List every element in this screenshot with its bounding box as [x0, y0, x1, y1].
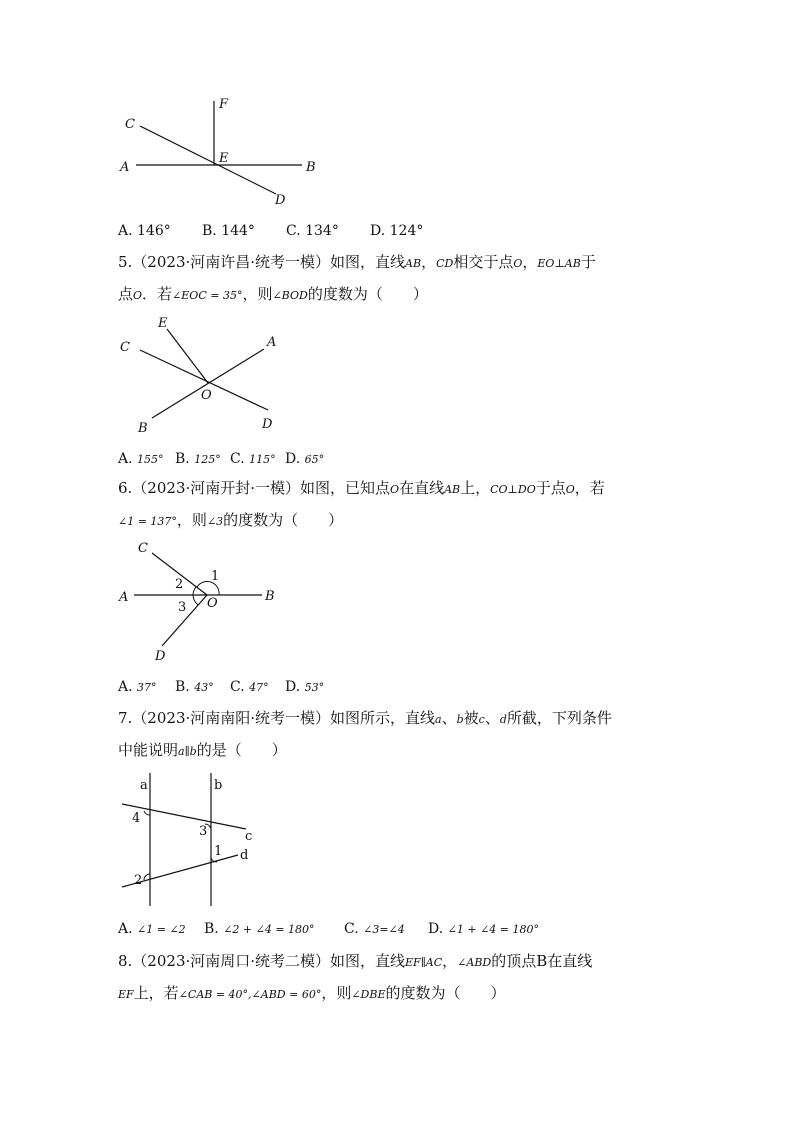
option-value: ∠2 + ∠4 = 180°	[223, 923, 315, 936]
q5-text: 相交于点	[453, 253, 514, 271]
q8-math: EF	[118, 988, 134, 1001]
label-1: 1	[211, 569, 220, 584]
q8-text: ，则	[321, 984, 352, 1002]
q5-text: ，	[522, 253, 538, 271]
q7-text: 中能说明	[118, 741, 179, 759]
q7-option-d[interactable]	[428, 920, 539, 939]
option-letter: D.	[428, 921, 444, 937]
q6-text: 上，	[460, 479, 491, 497]
q8-math: ∠CAB = 40°,∠ABD = 60°	[178, 988, 322, 1001]
q8-text-line2	[118, 983, 506, 1005]
label-a: A	[119, 590, 129, 605]
q7-math: b	[456, 713, 464, 726]
option-value: 155°	[137, 453, 164, 466]
q6-text: 的度数为（ ）	[223, 511, 344, 529]
q5-text: ．若	[142, 285, 173, 303]
q5-math: ∠EOC = 35°	[172, 289, 243, 302]
label-a: A	[120, 160, 130, 175]
q8-text: 上，若	[133, 984, 179, 1002]
label-d: D	[262, 417, 273, 432]
label-o: O	[207, 596, 218, 611]
label-b: B	[306, 160, 316, 175]
q7-text: 、	[484, 709, 500, 727]
label-c: c	[245, 829, 253, 844]
q7-text: 被	[463, 709, 479, 727]
q6-text: ，则	[176, 511, 207, 529]
q6-math: AB	[444, 483, 461, 496]
label-e: E	[219, 151, 229, 166]
q7-text: 7.（2023·河南南阳·统考一模）如图所示，直线	[118, 709, 436, 727]
q4-option-b[interactable]: B. 144°	[202, 223, 255, 239]
q8-text: 的度数为（ ）	[385, 984, 506, 1002]
q5-text: ，	[421, 253, 437, 271]
label-b: B	[265, 589, 275, 604]
q7-text: 、	[441, 709, 457, 727]
option-value: 37°	[137, 681, 157, 694]
label-a: a	[140, 778, 148, 793]
label-b: B	[138, 421, 148, 436]
q6-text: 于点	[535, 479, 566, 497]
option-letter: A.	[118, 921, 133, 937]
q7-math: c	[478, 713, 485, 726]
q5-text: 点	[118, 285, 134, 303]
q4-option-d[interactable]: D. 124°	[370, 223, 424, 239]
q4-option-c[interactable]: C. 134°	[286, 223, 339, 239]
q6-math: ∠1 = 137°	[118, 515, 177, 528]
option-letter: A.	[118, 679, 133, 695]
q7-option-a[interactable]	[118, 920, 186, 939]
option-value: ∠1 = ∠2	[137, 923, 186, 936]
q5-text: 的度数为（ ）	[307, 285, 428, 303]
q7-text: 的是（ ）	[196, 741, 287, 759]
q6-math: CO⊥DO	[490, 483, 536, 496]
option-letter: D.	[285, 451, 301, 467]
option-value: ∠3=∠4	[363, 923, 405, 936]
q7-text: 所截，下列条件	[506, 709, 612, 727]
q8-text: 的顶点B在直线	[491, 952, 593, 970]
option-letter: C.	[230, 679, 245, 695]
label-d: D	[275, 193, 286, 208]
q5-math: EO⊥AB	[537, 257, 581, 270]
q5-math: CD	[436, 257, 454, 270]
line-c	[122, 804, 246, 829]
option-letter: D.	[285, 679, 301, 695]
label-2: 2	[175, 577, 184, 592]
label-o: O	[201, 388, 212, 403]
q7-math: d	[499, 713, 507, 726]
label-d: D	[155, 649, 166, 664]
option-letter: A.	[118, 451, 133, 467]
q8-math: ∠DBE	[351, 988, 386, 1001]
option-letter: B.	[175, 679, 190, 695]
q6-math: O	[390, 483, 400, 496]
q5-math: O	[133, 289, 143, 302]
option-value: 47°	[249, 681, 269, 694]
q7-math: a∥b	[178, 745, 197, 758]
label-1: 1	[214, 844, 223, 859]
option-letter: B.	[204, 921, 219, 937]
option-value: 43°	[194, 681, 214, 694]
label-d: d	[240, 848, 249, 863]
q8-text: ，	[442, 952, 458, 970]
q6-math: O	[565, 483, 575, 496]
q6-math: ∠3	[206, 515, 224, 528]
q8-math: EF∥AC	[405, 956, 443, 969]
angle-arc-4	[144, 811, 150, 815]
q6-text: 在直线	[399, 479, 445, 497]
option-value: 53°	[304, 681, 325, 694]
option-value: ∠1 + ∠4 = 180°	[447, 923, 539, 936]
label-c: C	[120, 340, 130, 355]
q8-math: ∠ABD	[457, 956, 492, 969]
q7-option-c[interactable]	[344, 920, 405, 939]
q5-text: 于	[580, 253, 596, 271]
q5-text: 5.（2023·河南许昌·统考一模）如图，直线	[118, 253, 406, 271]
option-letter: B.	[175, 451, 190, 467]
q7-math: a	[435, 713, 442, 726]
label-e: E	[158, 316, 168, 331]
q5-math: O	[513, 257, 523, 270]
q6-text: 6.（2023·河南开封·一模）如图，已知点	[118, 479, 391, 497]
q8-text: 8.（2023·河南周口·统考二模）如图，直线	[118, 952, 406, 970]
q5-math: AB	[405, 257, 422, 270]
label-b: b	[214, 778, 223, 793]
label-f: F	[219, 97, 229, 112]
option-letter: C.	[230, 451, 245, 467]
q4-option-a[interactable]: A. 146°	[118, 223, 171, 239]
label-c: C	[125, 117, 135, 132]
q5-math: ∠BOD	[272, 289, 308, 302]
q8-text-line1	[118, 951, 592, 973]
label-2: 2	[134, 873, 143, 888]
label-a: A	[267, 335, 277, 350]
q6-text: ，若	[574, 479, 605, 497]
option-value: 115°	[249, 453, 276, 466]
q5-text: ，则	[242, 285, 273, 303]
option-value: 125°	[194, 453, 221, 466]
q7-option-b[interactable]	[204, 920, 315, 939]
label-3: 3	[199, 824, 208, 839]
label-3: 3	[178, 600, 187, 615]
option-value: 65°	[304, 453, 325, 466]
option-letter: C.	[344, 921, 359, 937]
label-c: C	[138, 541, 148, 556]
label-4: 4	[132, 811, 141, 826]
